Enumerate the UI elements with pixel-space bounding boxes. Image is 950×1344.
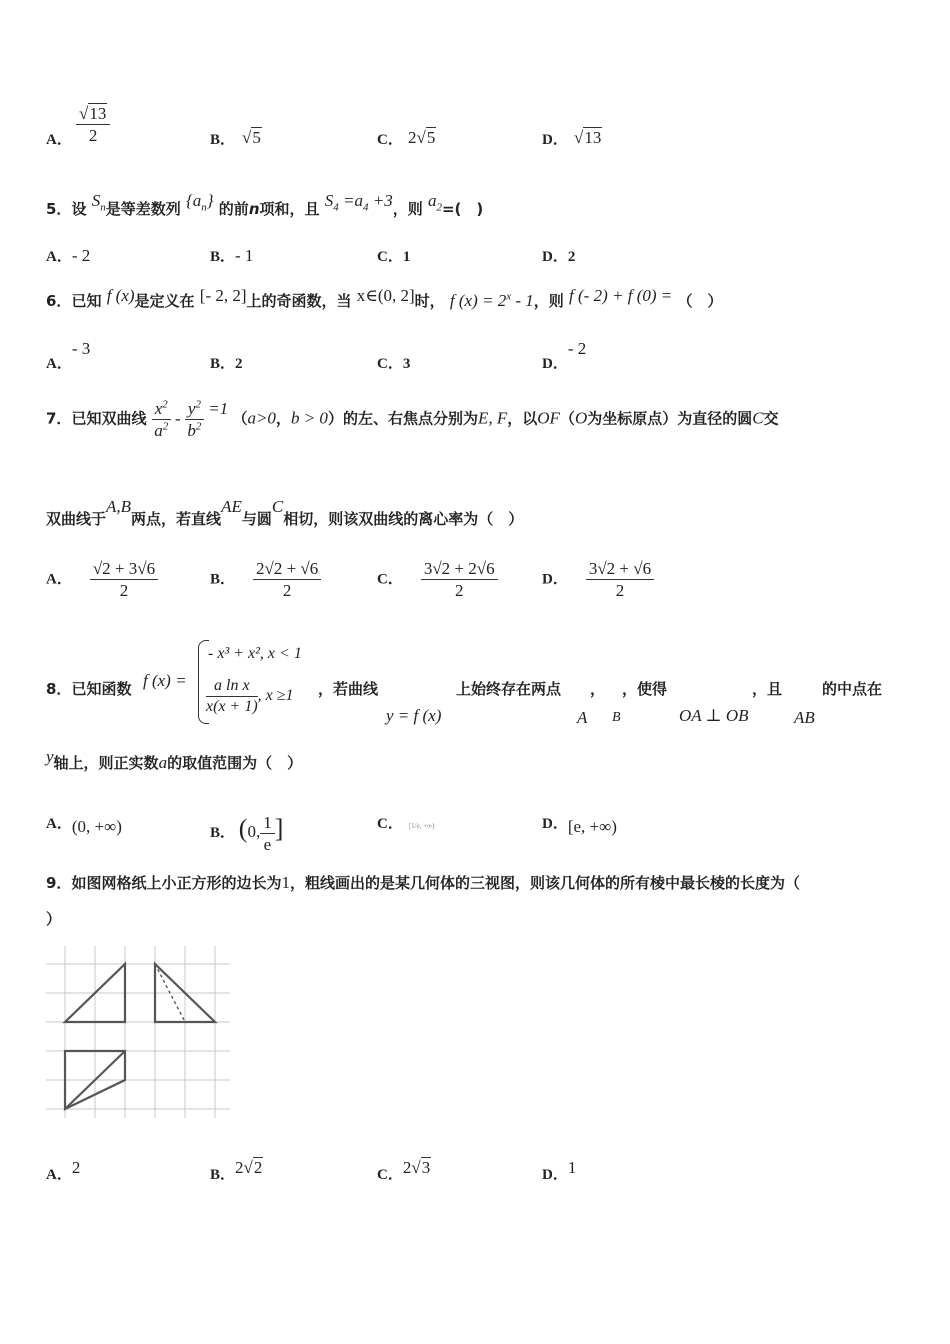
q6-option-c: C．3: [377, 356, 411, 372]
q8-t7: 的中点在: [822, 680, 883, 698]
q8-ab: AB: [794, 708, 815, 727]
q8-function-name: f (x) =: [143, 671, 187, 690]
q8-option-a: A．(0, +∞): [46, 816, 122, 836]
q7-option-c: C． $\frac{3√2 + 2√6}{2}$: [377, 558, 498, 602]
q8-t3: 上始终存在两点: [456, 680, 562, 698]
question-7-line2: 双曲线于A,B两点，若直线AE与圆C相切，则该双曲线的离心率为（ ）: [46, 497, 524, 528]
q7-option-b: B． $\frac{2√2 + √6}{2}$: [210, 558, 321, 602]
q7-option-d: D． $\frac{3√2 + √6}{2}$: [542, 558, 654, 602]
q6-option-a: A．- 3: [46, 339, 91, 372]
q4-option-a-value: $\frac{√13}{2}$: [76, 103, 110, 147]
q9-option-d: D．1: [542, 1158, 577, 1183]
q8-line2: y轴上，则正实数a的取值范围为（ ）: [46, 747, 303, 772]
q8-option-b: B． (0, $\frac{1}{e}$ ]: [210, 813, 284, 855]
q8-t5: ，使得: [622, 680, 668, 698]
q5-option-c: C．1: [377, 249, 411, 265]
q9-option-c: C．2√3: [377, 1158, 431, 1183]
q9-option-b: B．2√2: [210, 1158, 263, 1183]
q4-option-d-value: √13: [574, 128, 602, 147]
q5-option-b: B．- 1: [210, 246, 254, 265]
q4-option-b-label: B．: [210, 132, 236, 148]
q4-option-a-label: A．: [46, 132, 72, 148]
q8-point-b: B: [612, 710, 621, 725]
question-9: 9．如图网格纸上小正方形的边长为1，粗线画出的是某几何体的三视图，则该几何体的所有棱中最长棱的长度为（: [46, 873, 800, 892]
q8-t4a: ，: [590, 680, 606, 698]
question-9-line2: ）: [46, 910, 62, 928]
q8-case2: $\frac{\text{a ln x}}{x(x + 1)}$ , x ≥1: [206, 677, 294, 715]
q8-point-a: A: [577, 708, 588, 727]
q5-option-d: D．2: [542, 249, 576, 265]
q6-option-d: D．- 2: [542, 339, 587, 372]
three-view-figure: [46, 946, 230, 1118]
q8-option-c: C． [1/e, +∞): [377, 816, 435, 832]
q8-lead: 8．已知函数: [46, 680, 132, 698]
q5-option-a: A．- 2: [46, 246, 91, 265]
q8-curve: y = f (x): [386, 706, 442, 725]
q4-option-c-value: 2√5: [408, 128, 436, 147]
q4-option-c-label: C．: [377, 132, 403, 148]
question-6: 6．已知 f (x)是定义在 [- 2, 2]上的奇函数，当 x∈(0, 2]时， f $(x) = 2^x - 1$，则 f (- 2) + f (0) = （ ）: [46, 286, 723, 310]
q8-option-d: D．[e, +∞): [542, 816, 617, 836]
q7-option-a: A． $\frac{√2 + 3√6}{2}$: [46, 558, 158, 602]
question-7: 7．已知双曲线 $\frac{x^2}{a^2}$ - $\frac{y^2}{b^2}$ =1 （a>0，b > 0）的左、右焦点分别为E, F，以OF（O为坐标原点）为直径的圆C交: [46, 398, 779, 441]
grid-lines: [46, 946, 230, 1118]
q8-perp: OA ⊥ OB: [679, 706, 749, 725]
q8-t2: ，若曲线: [318, 680, 379, 698]
q4-option-b-value: √5: [242, 128, 261, 147]
q8-case1: - x³ + x², x < 1: [208, 645, 302, 662]
q6-option-b: B．2: [210, 356, 243, 372]
question-5: 5．设 $S_n$是等差数列 $\{a_n\}$ 的前n项和，且 $S_4 =a_4 +3$，则 $a_2=$( ): [46, 191, 484, 218]
q4-option-d-label: D．: [542, 132, 568, 148]
q9-option-a: A．2: [46, 1158, 81, 1183]
q8-t6: ，且: [752, 680, 783, 698]
